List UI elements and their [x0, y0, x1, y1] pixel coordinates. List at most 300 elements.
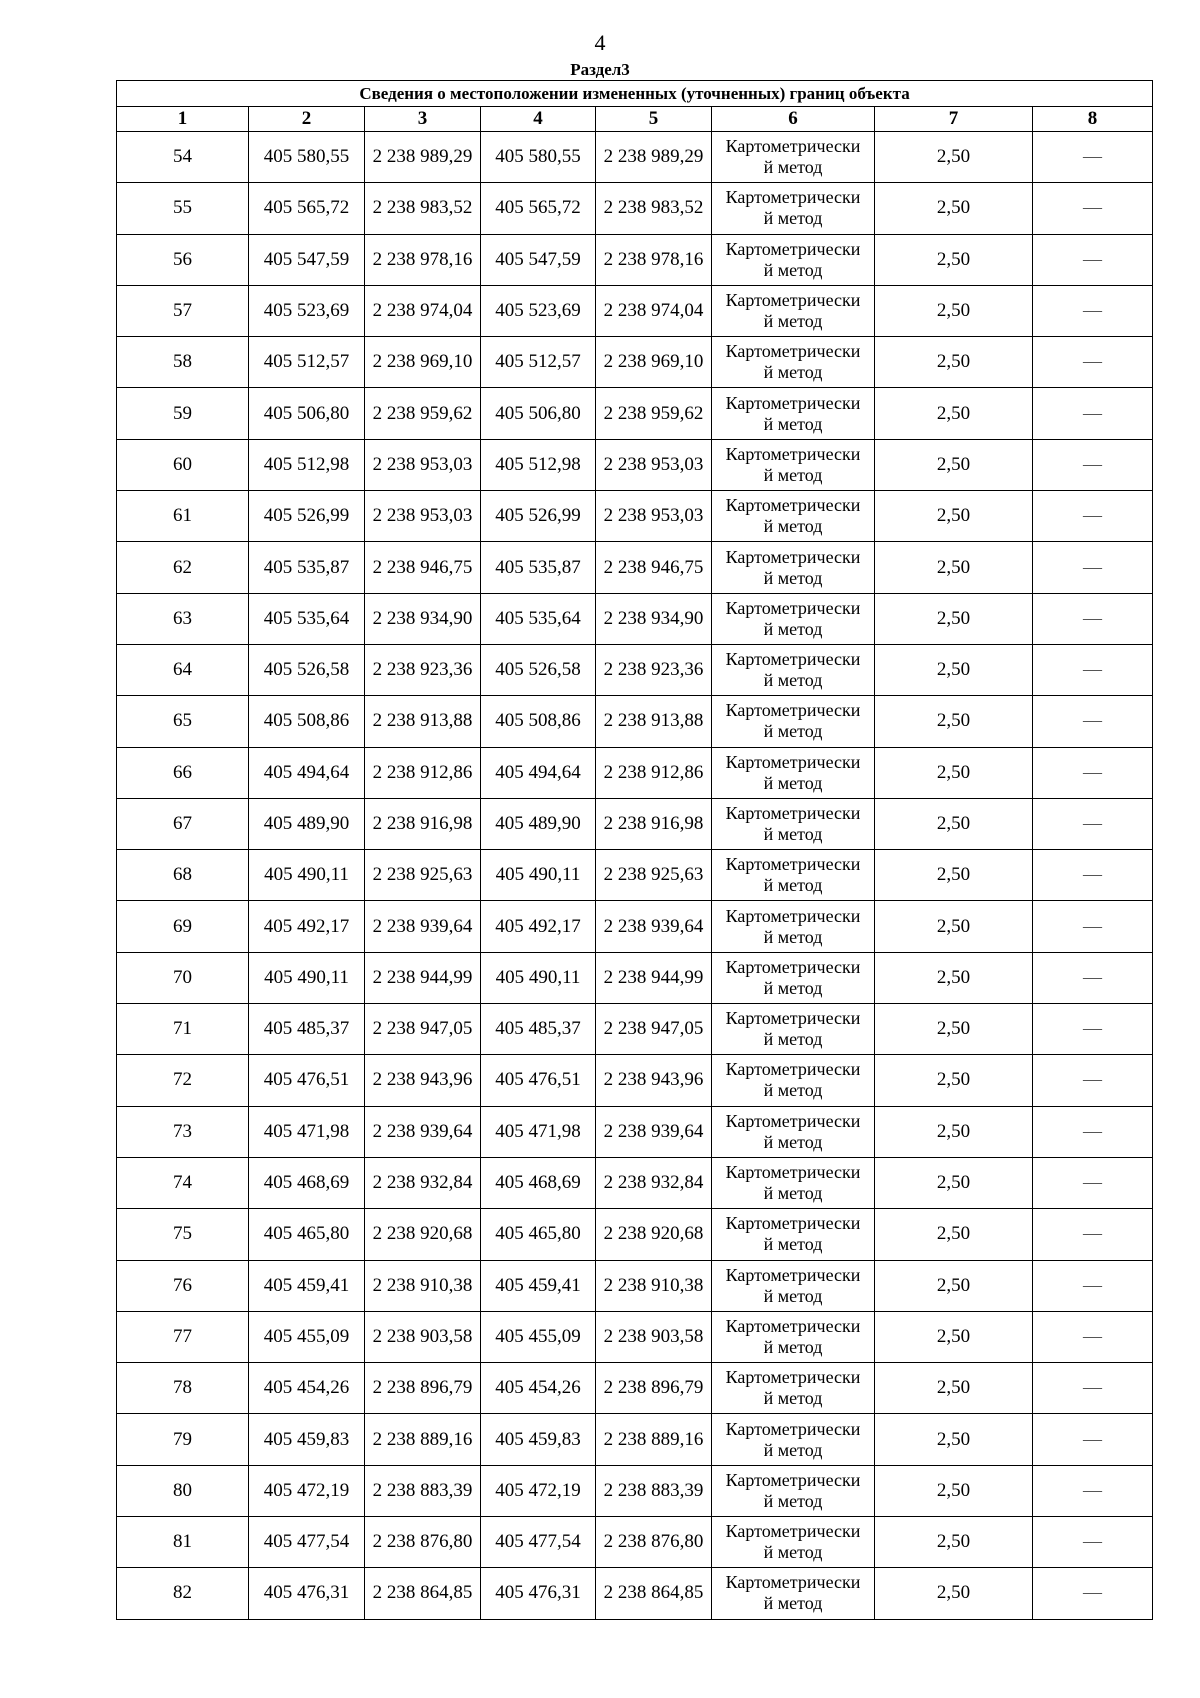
existing-x-cell: 405 455,09 [249, 1311, 365, 1362]
method-cell [712, 1209, 875, 1260]
method-cell [712, 901, 875, 952]
existing-y-cell: 2 238 934,90 [365, 593, 481, 644]
accuracy-cell: 2,50 [875, 1363, 1033, 1414]
note-cell: — [1033, 644, 1153, 695]
existing-y-cell: 2 238 953,03 [365, 439, 481, 490]
point-number-cell: 69 [117, 901, 249, 952]
method-line-1: Картометрически [725, 905, 861, 926]
refined-y-cell: 2 238 903,58 [596, 1311, 712, 1362]
existing-x-cell: 405 468,69 [249, 1157, 365, 1208]
table-row [117, 1055, 1153, 1106]
method-cell [712, 491, 875, 542]
method-line-2: й метод [763, 1285, 823, 1306]
point-number-cell: 71 [117, 1004, 249, 1055]
method-line-1: Картометрически [725, 187, 861, 208]
existing-x-cell: 405 476,31 [249, 1568, 365, 1619]
accuracy-cell: 2,50 [875, 1517, 1033, 1568]
existing-x-cell: 405 476,51 [249, 1055, 365, 1106]
note-cell: — [1033, 696, 1153, 747]
point-number-cell: 81 [117, 1517, 249, 1568]
refined-y-cell: 2 238 883,39 [596, 1465, 712, 1516]
method-line-1: Картометрически [725, 649, 861, 670]
method-cell [712, 1004, 875, 1055]
accuracy-cell: 2,50 [875, 1311, 1033, 1362]
refined-x-cell: 405 485,37 [481, 1004, 596, 1055]
accuracy-cell: 2,50 [875, 1209, 1033, 1260]
existing-y-cell: 2 238 903,58 [365, 1311, 481, 1362]
note-cell: — [1033, 491, 1153, 542]
refined-x-cell: 405 489,90 [481, 798, 596, 849]
method-line-1: Картометрически [725, 495, 861, 516]
refined-y-cell: 2 238 944,99 [596, 952, 712, 1003]
table-row [117, 1568, 1153, 1619]
point-number-cell: 72 [117, 1055, 249, 1106]
note-cell: — [1033, 901, 1153, 952]
point-number-cell: 65 [117, 696, 249, 747]
point-number-cell: 56 [117, 234, 249, 285]
method-line-1: Картометрически [725, 1008, 861, 1029]
method-line-1: Картометрически [725, 290, 861, 311]
note-cell: — [1033, 1157, 1153, 1208]
table-row [117, 593, 1153, 644]
existing-y-cell: 2 238 876,80 [365, 1517, 481, 1568]
refined-x-cell: 405 468,69 [481, 1157, 596, 1208]
existing-y-cell: 2 238 932,84 [365, 1157, 481, 1208]
refined-x-cell: 405 476,51 [481, 1055, 596, 1106]
table-caption-row [117, 81, 1153, 107]
table-row [117, 1106, 1153, 1157]
accuracy-cell: 2,50 [875, 747, 1033, 798]
note-cell: — [1033, 593, 1153, 644]
existing-x-cell: 405 454,26 [249, 1363, 365, 1414]
column-number: 2 [249, 107, 365, 132]
table-row [117, 542, 1153, 593]
refined-x-cell: 405 490,11 [481, 850, 596, 901]
existing-y-cell: 2 238 939,64 [365, 901, 481, 952]
method-cell [712, 747, 875, 798]
refined-x-cell: 405 523,69 [481, 285, 596, 336]
existing-y-cell: 2 238 939,64 [365, 1106, 481, 1157]
refined-x-cell: 405 465,80 [481, 1209, 596, 1260]
note-cell: — [1033, 1209, 1153, 1260]
table-row [117, 747, 1153, 798]
note-cell: — [1033, 1568, 1153, 1619]
method-line-2: й метод [763, 311, 823, 332]
method-line-2: й метод [763, 721, 823, 742]
note-cell: — [1033, 388, 1153, 439]
point-number-cell: 58 [117, 337, 249, 388]
method-cell [712, 337, 875, 388]
method-line-1: Картометрически [725, 700, 861, 721]
table-row [117, 644, 1153, 695]
method-line-1: Картометрически [725, 1418, 861, 1439]
method-line-2: й метод [763, 1336, 823, 1357]
table-row [117, 234, 1153, 285]
note-cell: — [1033, 1311, 1153, 1362]
method-line-2: й метод [763, 670, 823, 691]
refined-x-cell: 405 459,41 [481, 1260, 596, 1311]
refined-y-cell: 2 238 969,10 [596, 337, 712, 388]
method-line-1: Картометрически [725, 1264, 861, 1285]
refined-y-cell: 2 238 916,98 [596, 798, 712, 849]
existing-x-cell: 405 580,55 [249, 132, 365, 183]
method-cell [712, 644, 875, 695]
accuracy-cell: 2,50 [875, 1414, 1033, 1465]
refined-y-cell: 2 238 925,63 [596, 850, 712, 901]
table-row [117, 388, 1153, 439]
method-line-1: Картометрически [725, 392, 861, 413]
column-number: 3 [365, 107, 481, 132]
method-cell [712, 1157, 875, 1208]
accuracy-cell: 2,50 [875, 1004, 1033, 1055]
method-line-2: й метод [763, 413, 823, 434]
method-line-2: й метод [763, 1183, 823, 1204]
refined-x-cell: 405 526,58 [481, 644, 596, 695]
method-line-2: й метод [763, 1080, 823, 1101]
accuracy-cell: 2,50 [875, 1260, 1033, 1311]
method-cell [712, 1106, 875, 1157]
existing-y-cell: 2 238 913,88 [365, 696, 481, 747]
refined-y-cell: 2 238 876,80 [596, 1517, 712, 1568]
refined-y-cell: 2 238 959,62 [596, 388, 712, 439]
method-cell [712, 593, 875, 644]
method-cell [712, 388, 875, 439]
existing-y-cell: 2 238 923,36 [365, 644, 481, 695]
existing-x-cell: 405 526,99 [249, 491, 365, 542]
method-line-2: й метод [763, 259, 823, 280]
method-line-1: Картометрически [725, 803, 861, 823]
point-number-cell: 75 [117, 1209, 249, 1260]
note-cell: — [1033, 1260, 1153, 1311]
column-number: 6 [712, 107, 875, 132]
method-line-2: й метод [763, 208, 823, 229]
accuracy-cell: 2,50 [875, 1106, 1033, 1157]
method-line-1: Картометрически [725, 956, 861, 977]
method-cell [712, 234, 875, 285]
accuracy-cell: 2,50 [875, 1568, 1033, 1619]
existing-y-cell: 2 238 944,99 [365, 952, 481, 1003]
table-row [117, 1209, 1153, 1260]
refined-x-cell: 405 471,98 [481, 1106, 596, 1157]
method-cell [712, 285, 875, 336]
method-line-2: й метод [763, 875, 823, 896]
note-cell: — [1033, 1517, 1153, 1568]
note-cell: — [1033, 183, 1153, 234]
refined-y-cell: 2 238 978,16 [596, 234, 712, 285]
column-number: 4 [481, 107, 596, 132]
existing-x-cell: 405 535,87 [249, 542, 365, 593]
method-cell [712, 1363, 875, 1414]
table-row [117, 1260, 1153, 1311]
existing-y-cell: 2 238 947,05 [365, 1004, 481, 1055]
method-line-2: й метод [763, 1234, 823, 1255]
point-number-cell: 73 [117, 1106, 249, 1157]
refined-y-cell: 2 238 947,05 [596, 1004, 712, 1055]
existing-x-cell: 405 492,17 [249, 901, 365, 952]
accuracy-cell: 2,50 [875, 439, 1033, 490]
point-number-cell: 74 [117, 1157, 249, 1208]
method-cell [712, 183, 875, 234]
refined-x-cell: 405 455,09 [481, 1311, 596, 1362]
refined-y-cell: 2 238 934,90 [596, 593, 712, 644]
method-line-2: й метод [763, 977, 823, 998]
refined-x-cell: 405 580,55 [481, 132, 596, 183]
method-line-2: й метод [763, 567, 823, 588]
method-line-2: й метод [763, 362, 823, 383]
method-line-2: й метод [763, 1439, 823, 1460]
refined-x-cell: 405 512,57 [481, 337, 596, 388]
point-number-cell: 79 [117, 1414, 249, 1465]
accuracy-cell: 2,50 [875, 850, 1033, 901]
existing-y-cell: 2 238 896,79 [365, 1363, 481, 1414]
existing-y-cell: 2 238 889,16 [365, 1414, 481, 1465]
method-line-2: й метод [763, 516, 823, 537]
column-number: 1 [117, 107, 249, 132]
method-cell [712, 850, 875, 901]
accuracy-cell: 2,50 [875, 388, 1033, 439]
accuracy-cell: 2,50 [875, 1055, 1033, 1106]
table-row [117, 850, 1153, 901]
accuracy-cell: 2,50 [875, 234, 1033, 285]
table-row [117, 952, 1153, 1003]
method-cell [712, 132, 875, 183]
method-line-1: Картометрически [725, 854, 861, 875]
method-line-1: Картометрически [725, 1059, 861, 1080]
method-line-2: й метод [763, 464, 823, 485]
accuracy-cell: 2,50 [875, 1157, 1033, 1208]
existing-x-cell: 405 512,98 [249, 439, 365, 490]
point-number-cell: 55 [117, 183, 249, 234]
existing-x-cell: 405 485,37 [249, 1004, 365, 1055]
existing-x-cell: 405 508,86 [249, 696, 365, 747]
refined-y-cell: 2 238 946,75 [596, 542, 712, 593]
column-number: 5 [596, 107, 712, 132]
method-line-1: Картометрически [725, 1572, 861, 1593]
method-line-2: й метод [763, 1388, 823, 1409]
table-row [117, 439, 1153, 490]
column-number: 7 [875, 107, 1033, 132]
table-caption: Сведения о местоположении измененных (уточненных) границ объекта [117, 81, 1153, 107]
accuracy-cell: 2,50 [875, 644, 1033, 695]
table-row [117, 491, 1153, 542]
existing-x-cell: 405 459,83 [249, 1414, 365, 1465]
method-cell [712, 1414, 875, 1465]
refined-y-cell: 2 238 912,86 [596, 747, 712, 798]
existing-y-cell: 2 238 978,16 [365, 234, 481, 285]
point-number-cell: 57 [117, 285, 249, 336]
table-row [117, 1157, 1153, 1208]
refined-x-cell: 405 454,26 [481, 1363, 596, 1414]
accuracy-cell: 2,50 [875, 491, 1033, 542]
method-cell [712, 542, 875, 593]
table-row [117, 183, 1153, 234]
accuracy-cell: 2,50 [875, 285, 1033, 336]
existing-x-cell: 405 477,54 [249, 1517, 365, 1568]
point-number-cell: 70 [117, 952, 249, 1003]
method-cell [712, 1311, 875, 1362]
refined-y-cell: 2 238 943,96 [596, 1055, 712, 1106]
method-line-2: й метод [763, 1593, 823, 1614]
refined-y-cell: 2 238 989,29 [596, 132, 712, 183]
note-cell: — [1033, 1363, 1153, 1414]
refined-x-cell: 405 506,80 [481, 388, 596, 439]
existing-y-cell: 2 238 974,04 [365, 285, 481, 336]
refined-y-cell: 2 238 932,84 [596, 1157, 712, 1208]
accuracy-cell: 2,50 [875, 542, 1033, 593]
point-number-cell: 62 [117, 542, 249, 593]
point-number-cell: 82 [117, 1568, 249, 1619]
existing-x-cell: 405 465,80 [249, 1209, 365, 1260]
table-body [117, 132, 1153, 1620]
method-line-1: Картометрически [725, 1162, 861, 1183]
existing-x-cell: 405 489,90 [249, 798, 365, 849]
accuracy-cell: 2,50 [875, 132, 1033, 183]
existing-x-cell: 405 526,58 [249, 644, 365, 695]
method-line-2: й метод [763, 772, 823, 793]
method-line-2: й метод [763, 1029, 823, 1050]
table-row [117, 1517, 1153, 1568]
point-number-cell: 67 [117, 798, 249, 849]
note-cell: — [1033, 1414, 1153, 1465]
method-cell [712, 1260, 875, 1311]
method-line-2: й метод [763, 618, 823, 639]
accuracy-cell: 2,50 [875, 183, 1033, 234]
method-line-1: Картометрически [725, 136, 861, 157]
note-cell: — [1033, 952, 1153, 1003]
existing-x-cell: 405 565,72 [249, 183, 365, 234]
method-line-1: Картометрически [725, 1110, 861, 1131]
method-line-1: Картометрически [725, 443, 861, 464]
note-cell: — [1033, 1055, 1153, 1106]
refined-y-cell: 2 238 864,85 [596, 1568, 712, 1619]
coordinates-table [116, 80, 1153, 1620]
method-line-2: й метод [763, 157, 823, 178]
existing-y-cell: 2 238 943,96 [365, 1055, 481, 1106]
existing-y-cell: 2 238 953,03 [365, 491, 481, 542]
refined-x-cell: 405 547,59 [481, 234, 596, 285]
method-line-2: й метод [763, 824, 823, 844]
note-cell: — [1033, 1465, 1153, 1516]
method-line-1: Картометрически [725, 238, 861, 259]
table-row [117, 337, 1153, 388]
section-title: Раздел3 [570, 60, 630, 79]
refined-y-cell: 2 238 939,64 [596, 901, 712, 952]
table-row [117, 1004, 1153, 1055]
note-cell: — [1033, 439, 1153, 490]
accuracy-cell: 2,50 [875, 952, 1033, 1003]
refined-y-cell: 2 238 953,03 [596, 491, 712, 542]
method-line-1: Картометрически [725, 1213, 861, 1234]
existing-x-cell: 405 471,98 [249, 1106, 365, 1157]
point-number-cell: 76 [117, 1260, 249, 1311]
refined-x-cell: 405 459,83 [481, 1414, 596, 1465]
existing-y-cell: 2 238 910,38 [365, 1260, 481, 1311]
refined-y-cell: 2 238 974,04 [596, 285, 712, 336]
existing-y-cell: 2 238 989,29 [365, 132, 481, 183]
method-line-2: й метод [763, 926, 823, 947]
point-number-cell: 61 [117, 491, 249, 542]
note-cell: — [1033, 234, 1153, 285]
existing-y-cell: 2 238 912,86 [365, 747, 481, 798]
point-number-cell: 80 [117, 1465, 249, 1516]
method-cell [712, 1517, 875, 1568]
method-cell [712, 696, 875, 747]
refined-y-cell: 2 238 953,03 [596, 439, 712, 490]
accuracy-cell: 2,50 [875, 696, 1033, 747]
refined-x-cell: 405 477,54 [481, 1517, 596, 1568]
existing-x-cell: 405 494,64 [249, 747, 365, 798]
existing-x-cell: 405 490,11 [249, 850, 365, 901]
existing-y-cell: 2 238 920,68 [365, 1209, 481, 1260]
point-number-cell: 66 [117, 747, 249, 798]
method-cell [712, 1465, 875, 1516]
method-line-2: й метод [763, 1490, 823, 1511]
point-number-cell: 59 [117, 388, 249, 439]
accuracy-cell: 2,50 [875, 798, 1033, 849]
existing-y-cell: 2 238 925,63 [365, 850, 481, 901]
note-cell: — [1033, 132, 1153, 183]
point-number-cell: 78 [117, 1363, 249, 1414]
note-cell: — [1033, 337, 1153, 388]
refined-y-cell: 2 238 920,68 [596, 1209, 712, 1260]
note-cell: — [1033, 285, 1153, 336]
accuracy-cell: 2,50 [875, 901, 1033, 952]
existing-x-cell: 405 523,69 [249, 285, 365, 336]
refined-x-cell: 405 535,87 [481, 542, 596, 593]
accuracy-cell: 2,50 [875, 593, 1033, 644]
column-number: 8 [1033, 107, 1153, 132]
note-cell: — [1033, 542, 1153, 593]
note-cell: — [1033, 747, 1153, 798]
method-line-1: Картометрически [725, 1367, 861, 1388]
refined-y-cell: 2 238 910,38 [596, 1260, 712, 1311]
table-row [117, 798, 1153, 849]
existing-y-cell: 2 238 864,85 [365, 1568, 481, 1619]
page-number: 4 [594, 30, 606, 55]
accuracy-cell: 2,50 [875, 1465, 1033, 1516]
refined-y-cell: 2 238 983,52 [596, 183, 712, 234]
refined-y-cell: 2 238 896,79 [596, 1363, 712, 1414]
existing-x-cell: 405 512,57 [249, 337, 365, 388]
existing-y-cell: 2 238 883,39 [365, 1465, 481, 1516]
refined-x-cell: 405 490,11 [481, 952, 596, 1003]
refined-y-cell: 2 238 889,16 [596, 1414, 712, 1465]
existing-y-cell: 2 238 969,10 [365, 337, 481, 388]
method-line-1: Картометрически [725, 341, 861, 362]
existing-y-cell: 2 238 916,98 [365, 798, 481, 849]
method-line-1: Картометрически [725, 751, 861, 772]
existing-x-cell: 405 490,11 [249, 952, 365, 1003]
column-numbers-row [117, 107, 1153, 132]
refined-y-cell: 2 238 923,36 [596, 644, 712, 695]
method-line-1: Картометрически [725, 1521, 861, 1542]
note-cell: — [1033, 1106, 1153, 1157]
note-cell: — [1033, 798, 1153, 849]
method-cell [712, 1055, 875, 1106]
refined-y-cell: 2 238 939,64 [596, 1106, 712, 1157]
point-number-cell: 63 [117, 593, 249, 644]
existing-y-cell: 2 238 983,52 [365, 183, 481, 234]
point-number-cell: 64 [117, 644, 249, 695]
existing-y-cell: 2 238 959,62 [365, 388, 481, 439]
method-cell [712, 1568, 875, 1619]
method-cell [712, 798, 875, 849]
refined-x-cell: 405 508,86 [481, 696, 596, 747]
refined-x-cell: 405 494,64 [481, 747, 596, 798]
method-cell [712, 952, 875, 1003]
existing-y-cell: 2 238 946,75 [365, 542, 481, 593]
existing-x-cell: 405 459,41 [249, 1260, 365, 1311]
